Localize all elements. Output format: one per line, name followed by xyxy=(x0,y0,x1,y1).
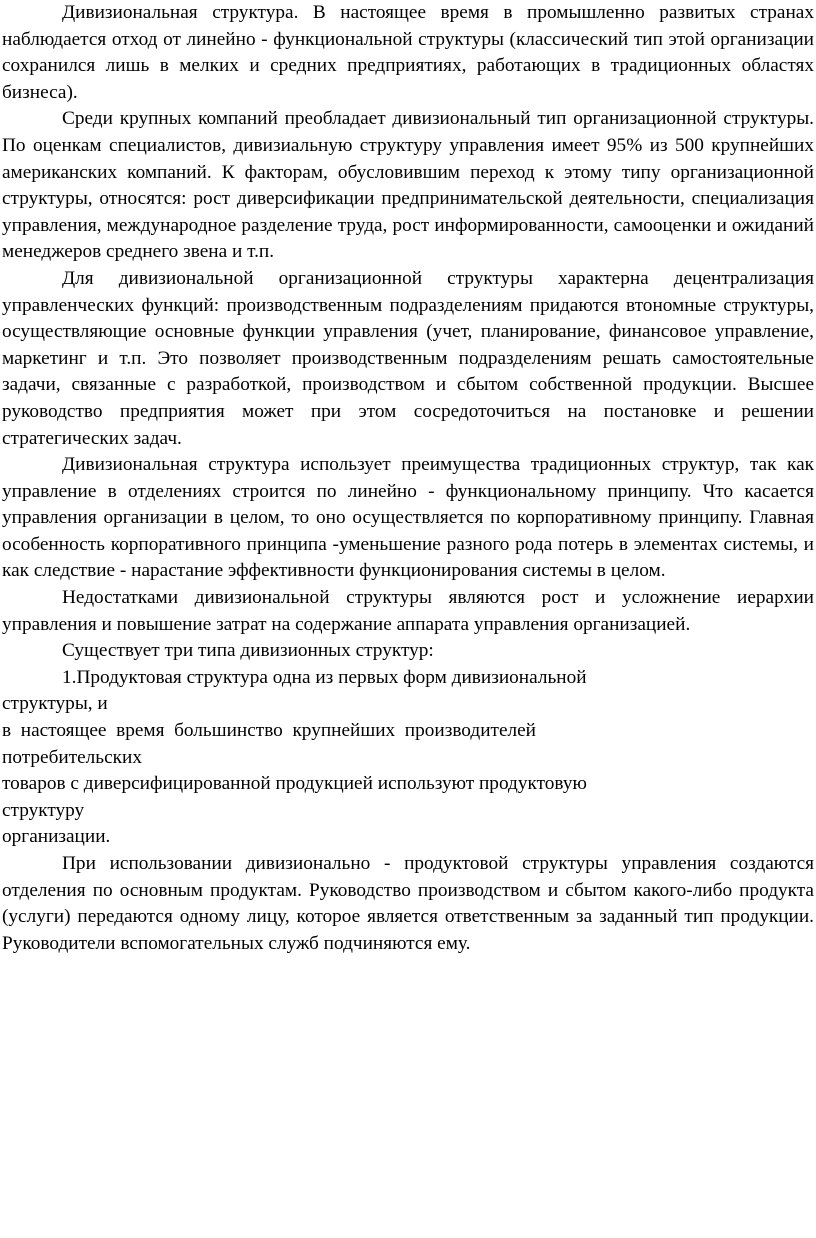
paragraph-advantages: Дивизиональная структура использует преимущества традиционных структур, так как управление в отделениях строится по линейно - функциональному принципу. Что касается управления организации в целом, то оно осуществляется по корпоративному принципу. Главная особенность корпоративного принципа -уменьшение разного рода потерь в элементах системы, и как следствие - нарастание эффективности функционирования системы в целом. xyxy=(2,454,814,582)
paragraph-divisional-structure-intro: Дивизиональная структура. В настоящее время в промышленно развитых странах наблюдается отход от линейно - функциональной структуры (классический тип этой организации сохранился лишь в мелких и средних предприятиях, работающих в традиционных областях бизнеса). xyxy=(2,2,814,103)
paragraph-product-structure: При использовании дивизионально - продуктовой структуры управления создаются отделения по основным продуктам. Руководство производством и сбытом какого-либо продукта (услуги) передаются одному лицу, которое является ответственным за заданный тип продукции. Руководители вспомогательных служб подчиняются ему. xyxy=(2,853,814,954)
list-line-6: структуру xyxy=(2,799,85,821)
list-item-product-structure xyxy=(2,665,814,851)
list-line-3: в настоящее время большинство крупнейших производителей xyxy=(2,720,536,742)
list-line-5: товаров с диверсифицированной продукцией используют продуктовую xyxy=(2,773,587,795)
paragraph-decentralization: Для дивизиональной организационной структуры характерна децентрализация управленческих функций: производственным подразделениям придаются втономные структуры, осуществляющие основные функции управления (учет, планирование, финансовое управление, маркетинг и т.п. Это позволяет производственным подразделениям решать самостоятельные задачи, связанные с разработкой, производством и сбытом собственной продукции. Высшее руководство предприятия может при этом сосредоточиться на постановке и решении стратегических задач. xyxy=(2,267,814,449)
list-line-2: структуры, и xyxy=(2,693,108,715)
list-line-7: организации. xyxy=(2,826,111,848)
list-line-4: потребительских xyxy=(2,746,142,768)
paragraph-disadvantages: Недостатками дивизиональной структуры являются рост и усложнение иерархии управления и повышение затрат на содержание аппарата управления организацией. xyxy=(2,587,814,635)
paragraph-three-types: Существует три типа дивизионных структур: xyxy=(62,640,434,662)
list-line-1: 1.Продуктовая структура одна из первых форм дивизиональной xyxy=(62,666,587,688)
paragraph-large-companies: Среди крупных компаний преобладает дивизиональный тип организационной структуры. По оценкам специалистов, дивизиальную структуру управления имеет 95% из 500 крупнейших американских компаний. К факторам, обусловившим переход к этому типу организационной структуры, относятся: рост диверсификации предпринимательской деятельности, специализация управления, международное разделение труда, рост информированности, самооценки и ожиданий менеджеров среднего звена и т.п. xyxy=(2,108,814,263)
